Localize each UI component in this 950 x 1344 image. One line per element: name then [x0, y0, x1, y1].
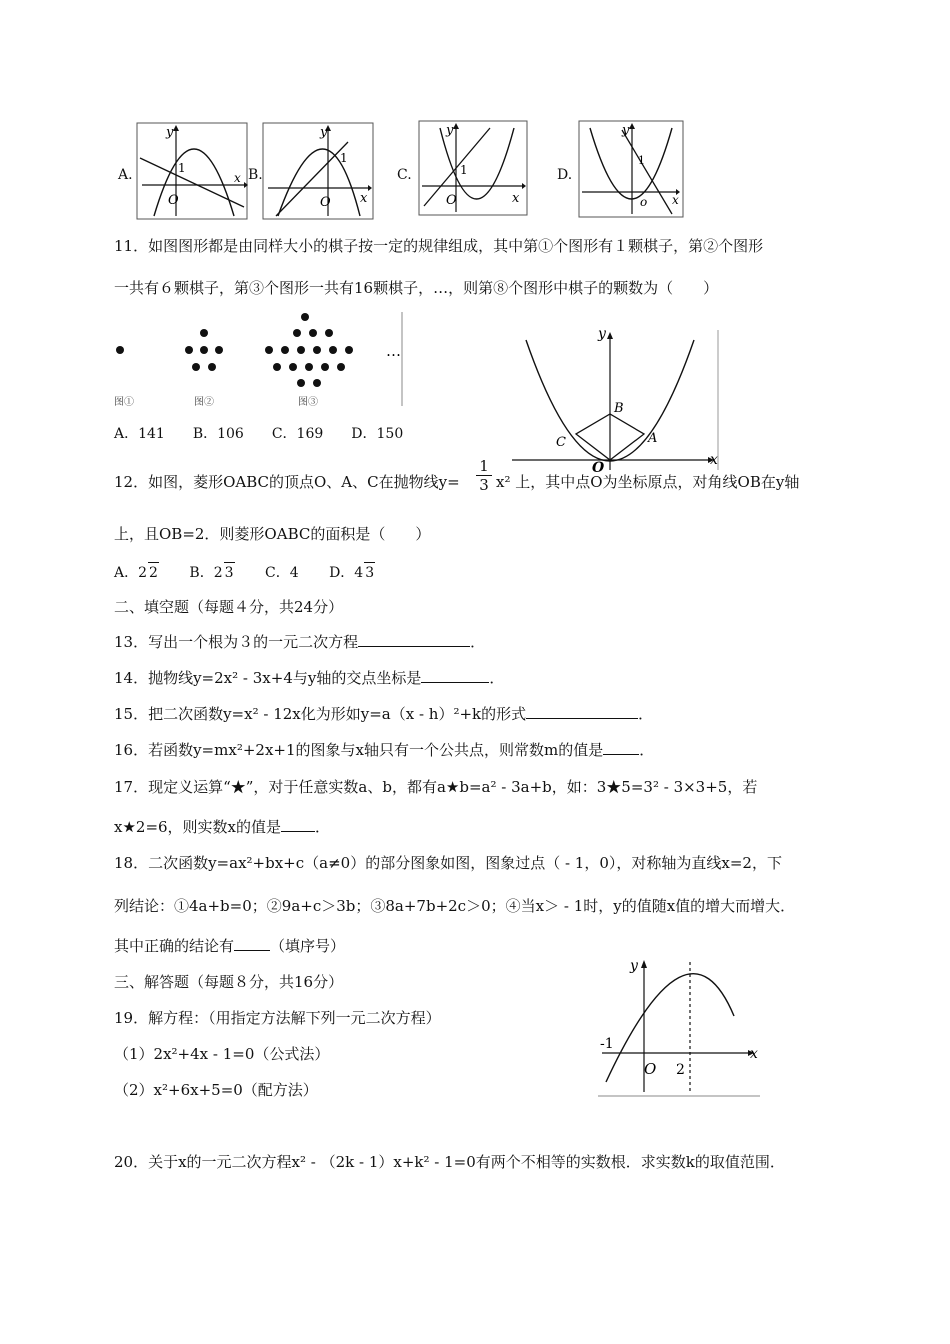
q14-period: ． [489, 669, 505, 687]
q19-title: 19．解方程：（用指定方法解下列一元二次方程） [114, 1009, 441, 1027]
q18-two-label: 2 [676, 1062, 685, 1078]
option-a-label: A. [118, 167, 133, 183]
a-y-label: y [166, 125, 174, 140]
q12-a-label: A [648, 431, 658, 446]
b-one-label: 1 [340, 151, 348, 165]
q11-line1: 11．如图图形都是由同样大小的棋子按一定的规律组成，其中第①个图形有１颗棋子，第②个图形 [114, 237, 764, 255]
q15-text: 15．把二次函数y=x² - 12x化为形如y=a（x - h）²+k的形式 [114, 705, 527, 723]
q19-part2: （2）x²+6x+5=0（配方法） [114, 1081, 318, 1099]
q11-line2: 一共有６颗棋子，第③个图形一共有16颗棋子，…，则第⑧个图形中棋子的颗数为（ ） [114, 279, 719, 297]
option-b-label: B. [248, 167, 263, 183]
q13 [114, 632, 485, 652]
q12-frac-num: 1 [479, 457, 489, 475]
q13-text: 13．写出一个根为３的一元二次方程 [114, 633, 359, 651]
q15-blank[interactable] [526, 704, 638, 719]
q12-opt-d: D．4 [329, 565, 364, 581]
graph-option-d [578, 120, 684, 218]
q18-line3-b: （填序号） [270, 937, 346, 955]
q12-frac-den: 3 [476, 475, 492, 494]
q12-opt-a-rad: 2 [148, 562, 159, 583]
q11-dot-patterns [112, 310, 408, 410]
c-o-label: O [446, 193, 457, 208]
q17-blank[interactable] [281, 817, 315, 832]
q13-period: ． [470, 633, 486, 651]
d-y-label: y [622, 123, 630, 138]
q18-y-label: y [630, 958, 638, 974]
q12-opt-b-rad: 3 [224, 562, 235, 583]
q20: 20．关于x的一元二次方程x² - （2k - 1）x+k² - 1=0有两个不相等的实数根．求实数k的取值范围． [114, 1153, 785, 1171]
q18-o-label: O [644, 1060, 657, 1078]
d-o-label: o [640, 195, 648, 209]
q15-period: ． [638, 705, 654, 723]
q16-period: ． [639, 741, 655, 759]
q14-blank[interactable] [421, 668, 489, 683]
q14-text: 14．抛物线y=2x² - 3x+4与y轴的交点坐标是 [114, 669, 422, 687]
q18-line2: 列结论：①4a+b=0；②9a+c＞3b；③8a+7b+2c＞0；④当x＞ - 1时，y的值随x值的增大而增大． [114, 897, 796, 915]
q12-line1-b: x² 上，其中点O为坐标原点，对角线OB在y轴 [496, 473, 800, 491]
q16 [114, 740, 654, 760]
q12-opt-b: B．2 [189, 565, 223, 581]
c-x-label: x [512, 191, 520, 206]
q17-line2-text: x★2=6，则实数x的值是 [114, 818, 282, 836]
q18-minus1-label: -1 [600, 1036, 614, 1052]
option-c-label: C. [397, 167, 412, 183]
q15 [114, 704, 653, 724]
q18-line3-a: 其中正确的结论有 [114, 937, 235, 955]
a-x-label: x [234, 171, 241, 185]
q12-o-label: O [592, 460, 605, 472]
graph-option-c [418, 120, 528, 216]
q18-figure [594, 956, 764, 1098]
q12-options [114, 562, 375, 583]
q17-period: ． [315, 818, 331, 836]
q16-text: 16．若函数y=mx²+2x+1的图象与x轴只有一个公共点，则常数m的值是 [114, 741, 604, 759]
q12-line2: 上，且OB=2．则菱形OABC的面积是（ ） [114, 525, 431, 543]
b-y-label: y [320, 125, 328, 140]
d-one-label: 1 [638, 154, 645, 167]
q11-fig2-label: 图② [194, 397, 214, 408]
q12-opt-c: C．4 [264, 565, 299, 581]
q17-line1: 17．现定义运算“★”，对于任意实数a、b，都有a★b=a² - 3a+b，如：3★5=3² - 3×3+5，若 [114, 778, 758, 796]
c-y-label: y [446, 123, 454, 138]
section-3-heading: 三、解答题（每题８分，共16分） [114, 973, 344, 991]
q12-y-label: y [598, 326, 606, 342]
q14 [114, 668, 504, 688]
q12-figure [512, 322, 724, 472]
d-x-label: x [672, 193, 679, 207]
a-o-label: O [168, 193, 179, 208]
graph-option-b [262, 122, 374, 220]
q16-blank[interactable] [603, 740, 639, 755]
q11-ellipsis: … [386, 342, 401, 360]
q12-fraction [476, 458, 492, 494]
q19-part1: （1）2x²+4x - 1=0（公式法） [114, 1045, 330, 1063]
q12-x-label: x [710, 452, 718, 468]
option-d-label: D. [557, 167, 573, 183]
q17-line2 [114, 817, 330, 837]
c-one-label: 1 [460, 163, 468, 177]
b-o-label: O [320, 195, 331, 210]
q18-x-label: x [750, 1046, 758, 1062]
q11-options: A．141 B．106 C．169 D．150 [114, 426, 404, 442]
q18-line3 [114, 936, 345, 956]
q12-b-label: B [614, 401, 624, 416]
q18-line1: 18．二次函数y=ax²+bx+c（a≠0）的部分图象如图，图象过点（ - 1，0），对称轴为直线x=2，下 [114, 854, 782, 872]
q18-blank[interactable] [234, 936, 270, 951]
q11-fig3-label: 图③ [298, 397, 318, 408]
a-one-label: 1 [178, 161, 186, 175]
b-x-label: x [360, 191, 368, 206]
q12-line1-a: 12．如图，菱形OABC的顶点O、A、C在抛物线y= [114, 473, 460, 491]
q13-blank[interactable] [358, 632, 470, 647]
section-2-heading: 二、填空题（每题４分，共24分） [114, 598, 344, 616]
q12-opt-a: A．2 [114, 565, 148, 581]
q11-fig1-label: 图① [114, 397, 134, 408]
graph-option-a [136, 122, 248, 220]
q12-c-label: C [556, 435, 566, 450]
q12-opt-d-rad: 3 [364, 562, 375, 583]
